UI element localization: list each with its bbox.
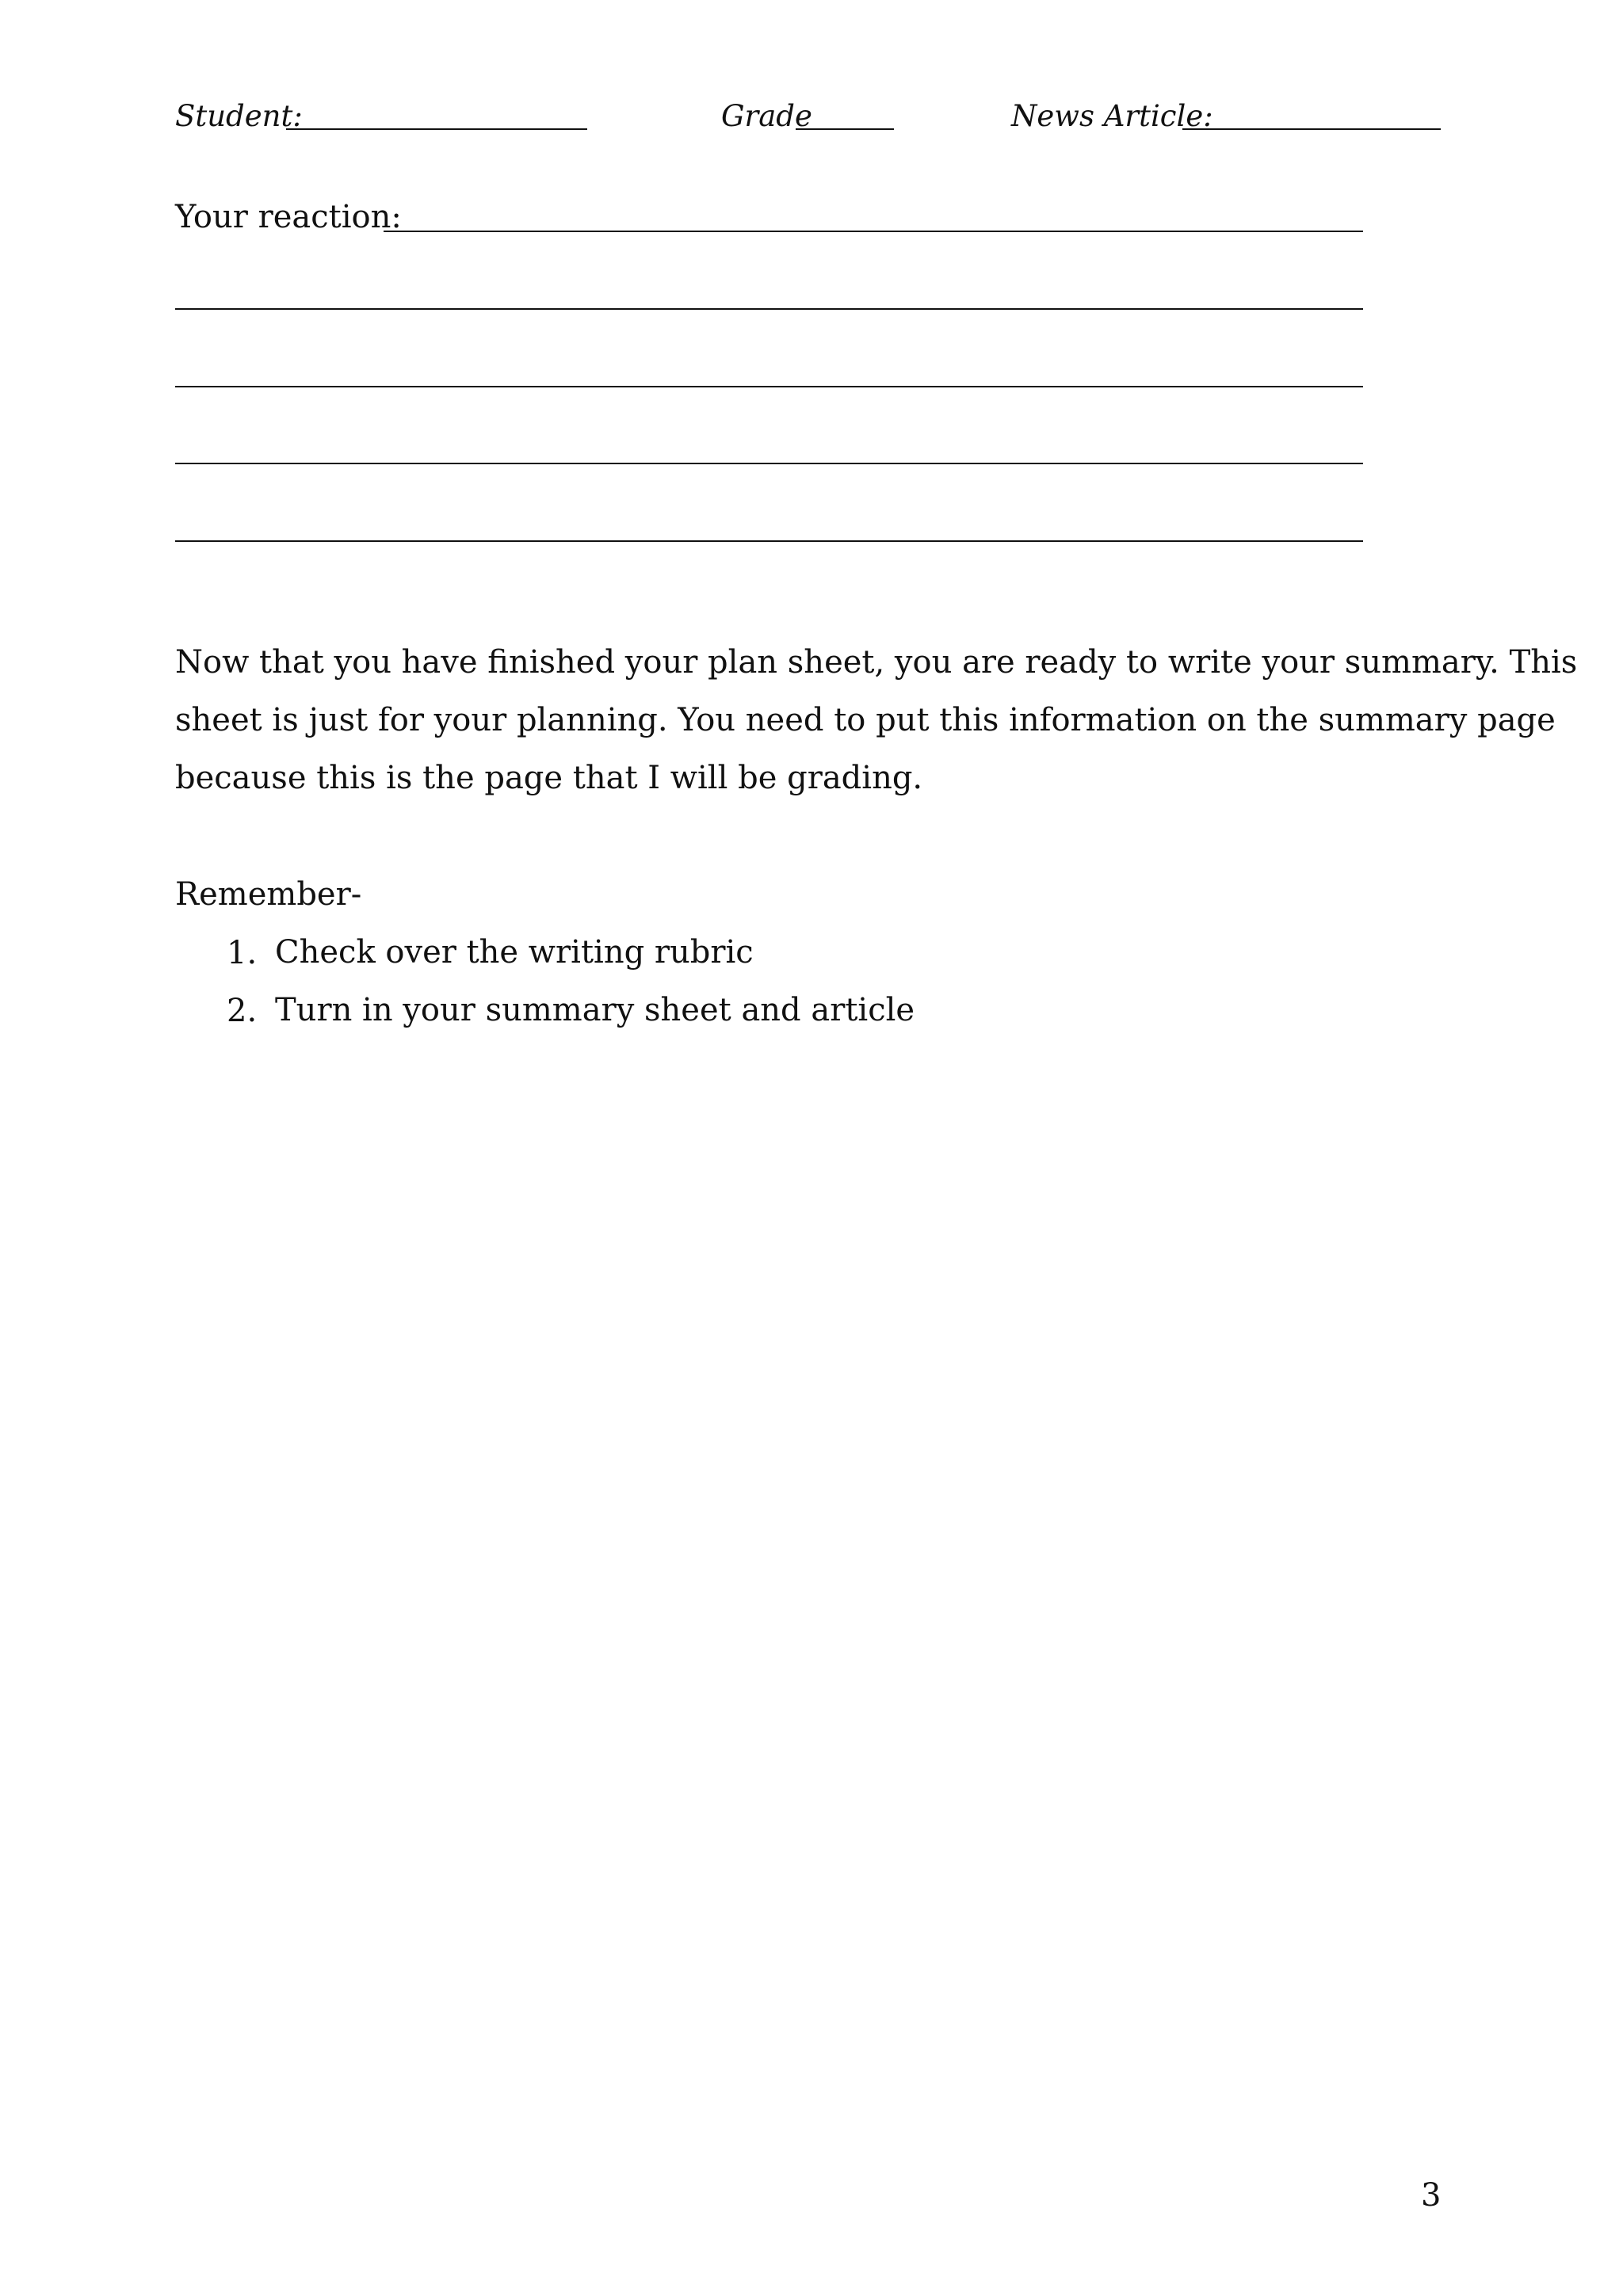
list-item: [175, 924, 915, 982]
page-number: 3: [1421, 2177, 1442, 2214]
list-item: [175, 982, 915, 1039]
reaction-line-2[interactable]: [175, 308, 1363, 310]
remember-title: Remember-: [175, 876, 362, 913]
news-article-field[interactable]: [1182, 128, 1441, 130]
list-item-number: 2.: [227, 992, 258, 1029]
news-article-label: News Article:: [1011, 99, 1213, 133]
remember-list: [175, 924, 915, 1039]
reaction-line-4[interactable]: [175, 463, 1363, 464]
reaction-label: Your reaction:: [175, 199, 402, 235]
list-item-text: Turn in your summary sheet and article: [275, 992, 915, 1028]
list-item-text: Check over the writing rubric: [275, 934, 754, 971]
student-field[interactable]: [286, 128, 587, 130]
reaction-line-5[interactable]: [175, 540, 1363, 542]
reaction-line-3[interactable]: [175, 386, 1363, 387]
grade-field[interactable]: [796, 128, 894, 130]
grade-label: Grade: [721, 99, 812, 133]
instructions-line-1: Now that you have finished your plan sheet, you are ready to write your summary. This: [175, 644, 1578, 681]
instructions-line-3: because this is the page that I will be grading.: [175, 760, 923, 796]
instructions-paragraph: [175, 634, 1577, 807]
instructions-line-2: sheet is just for your planning. You need to put this information on the summary page: [175, 702, 1556, 738]
student-label: Student:: [175, 99, 303, 133]
list-item-number: 1.: [227, 934, 258, 971]
reaction-line-1[interactable]: [384, 231, 1363, 232]
